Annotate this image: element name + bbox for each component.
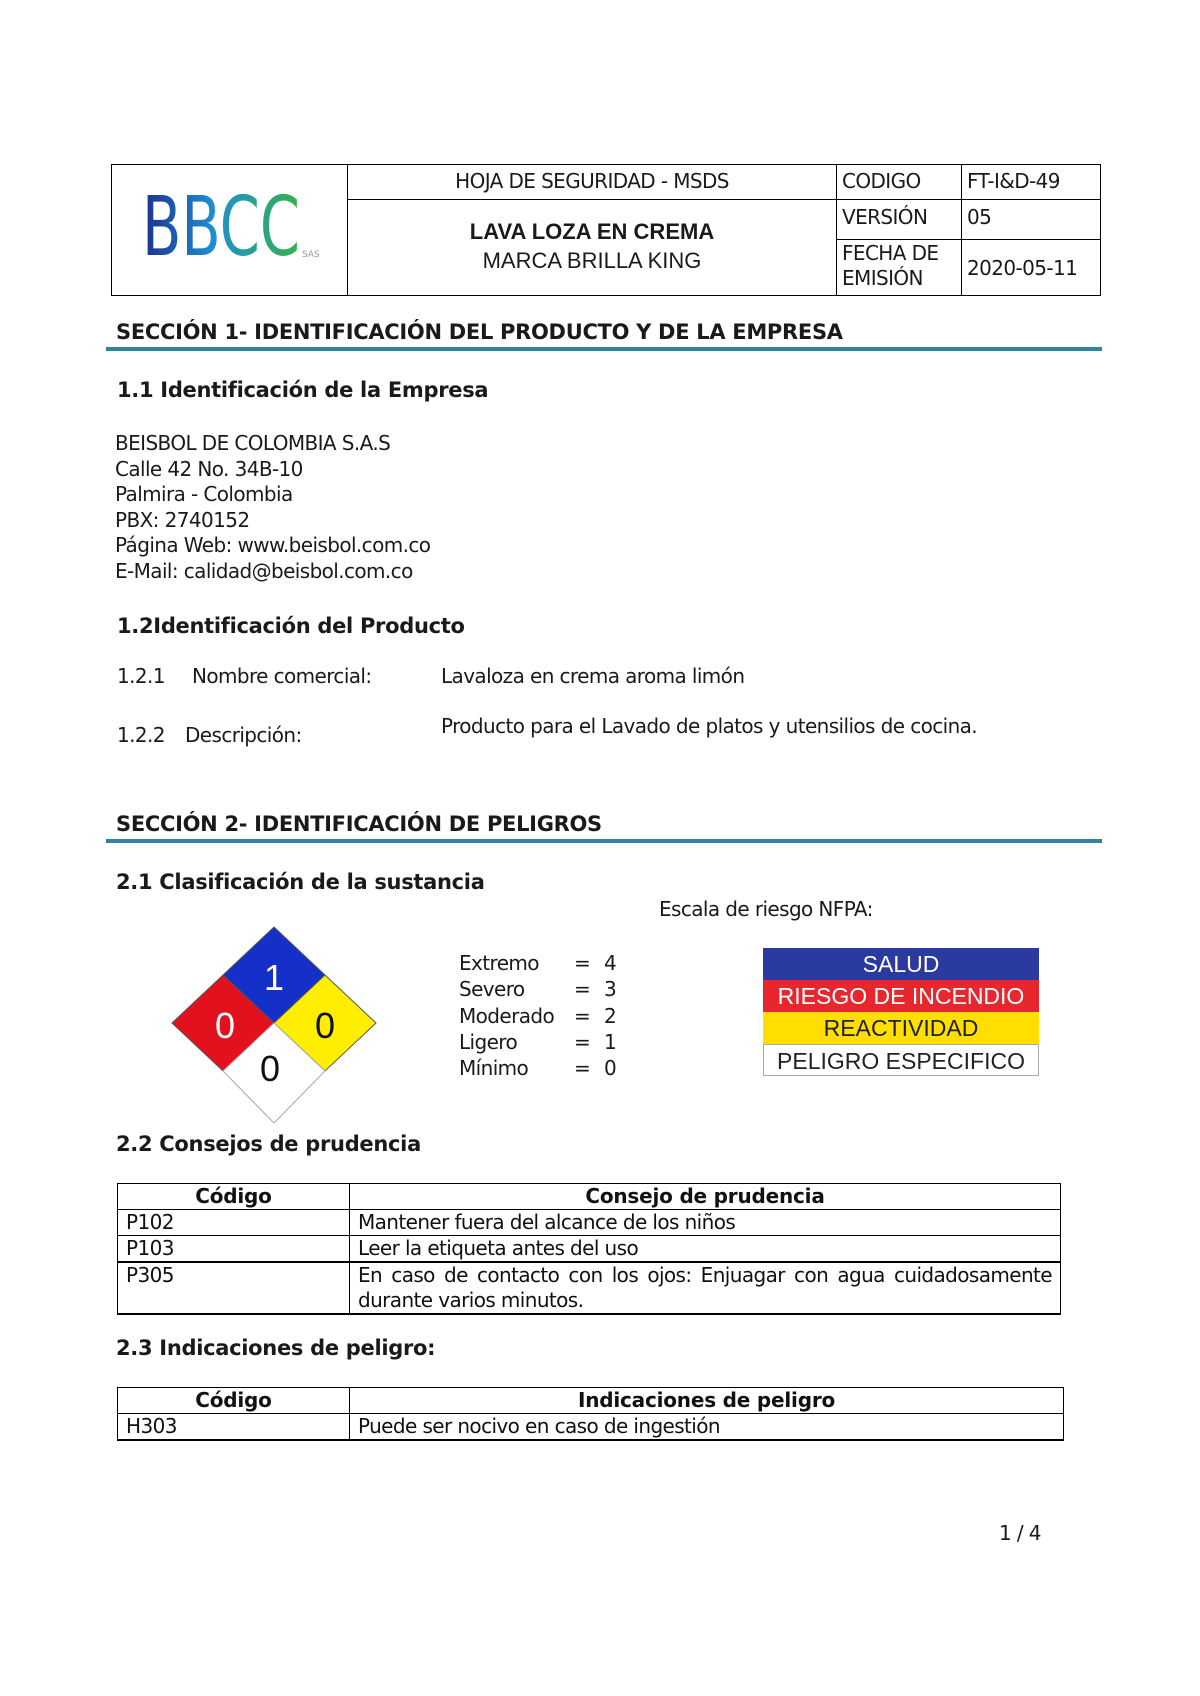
special-rating: 0 bbox=[259, 1048, 281, 1089]
table-row: H303 Puede ser nocivo en caso de ingestión bbox=[118, 1414, 1064, 1441]
company-address: Calle 42 No. 34B-10 bbox=[115, 456, 303, 481]
prudence-heading: 2.2 Consejos de prudencia bbox=[116, 1132, 421, 1156]
scale-row: Mínimo = 0 bbox=[459, 1056, 617, 1081]
company-info bbox=[115, 431, 430, 584]
version-label: VERSIÓN bbox=[842, 205, 928, 229]
nfpa-scale bbox=[459, 950, 616, 1081]
item-label-1: Nombre comercial: bbox=[192, 664, 372, 688]
document-type: HOJA DE SEGURIDAD - MSDS bbox=[455, 169, 729, 193]
table-row: P102 Mantener fuera del alcance de los niños bbox=[118, 1210, 1061, 1236]
legend-fire: RIESGO DE INCENDIO bbox=[763, 980, 1039, 1012]
company-name: BEISBOL DE COLOMBIA S.A.S bbox=[115, 431, 391, 455]
table-header-row bbox=[118, 1184, 1061, 1210]
svg-text:SAS: SAS bbox=[302, 250, 320, 260]
scale-row: Moderado = 2 bbox=[459, 1003, 617, 1028]
date-value: 2020-05-11 bbox=[967, 256, 1078, 280]
header-table bbox=[111, 164, 1101, 296]
company-logo bbox=[142, 187, 332, 273]
company-heading: 1.1 Identificación de la Empresa bbox=[117, 378, 489, 402]
bbcc-logo-icon bbox=[142, 187, 332, 273]
code-value: FT-I&D-49 bbox=[967, 169, 1060, 193]
legend-health: SALUD bbox=[763, 948, 1039, 980]
health-rating: 1 bbox=[263, 957, 285, 998]
item-value-1: Lavaloza en crema aroma limón bbox=[441, 664, 745, 688]
product-title-line2: MARCA BRILLA KING bbox=[482, 248, 702, 273]
section1-rule bbox=[106, 347, 1102, 351]
scale-row: Extremo = 4 bbox=[459, 951, 617, 975]
hazard-table bbox=[117, 1387, 1064, 1441]
nfpa-title: Escala de riesgo NFPA: bbox=[659, 897, 873, 921]
company-email: E-Mail: calidad@beisbol.com.co bbox=[115, 558, 413, 583]
legend-special: PELIGRO ESPECIFICO bbox=[763, 1044, 1039, 1076]
table-header-row bbox=[118, 1388, 1064, 1414]
column-header: Código bbox=[118, 1388, 350, 1414]
legend-reactivity: REACTIVIDAD bbox=[763, 1012, 1039, 1044]
table-row: P103 Leer la etiqueta antes del uso bbox=[118, 1236, 1061, 1263]
prudence-table bbox=[117, 1183, 1061, 1315]
product-heading: 1.2Identificación del Producto bbox=[117, 614, 465, 638]
reactivity-rating: 0 bbox=[314, 1005, 336, 1046]
section1-title: SECCIÓN 1- IDENTIFICACIÓN DEL PRODUCTO Y DE LA EMPRESA bbox=[116, 320, 843, 344]
logo-text: BBCC bbox=[142, 187, 300, 273]
date-label: FECHA DE EMISIÓN bbox=[842, 241, 939, 290]
code-label: CODIGO bbox=[842, 169, 921, 193]
version-value: 05 bbox=[967, 205, 992, 229]
company-website: Página Web: www.beisbol.com.co bbox=[115, 533, 431, 557]
section2-title: SECCIÓN 2- IDENTIFICACIÓN DE PELIGROS bbox=[116, 812, 602, 836]
item-label-2: Descripción: bbox=[185, 723, 302, 747]
scale-row: Severo = 3 bbox=[459, 977, 617, 1002]
section2-rule bbox=[106, 839, 1102, 843]
company-phone: PBX: 2740152 bbox=[115, 507, 250, 532]
hazard-heading: 2.3 Indicaciones de peligro: bbox=[116, 1336, 436, 1360]
item-num-2: 1.2.2 bbox=[117, 723, 165, 747]
item-value-2: Producto para el Lavado de platos y utensilios de cocina. bbox=[441, 714, 978, 738]
page-number: 1 / 4 bbox=[999, 1521, 1041, 1545]
product-title bbox=[347, 217, 837, 275]
company-city: Palmira - Colombia bbox=[115, 482, 293, 506]
product-title-line1: LAVA LOZA EN CREMA bbox=[469, 219, 715, 244]
fire-rating: 0 bbox=[214, 1005, 236, 1046]
classification-heading: 2.1 Clasificación de la sustancia bbox=[116, 870, 485, 894]
nfpa-diamond bbox=[168, 923, 378, 1129]
item-num-1: 1.2.1 bbox=[117, 664, 165, 688]
scale-row: Ligero = 1 bbox=[459, 1029, 617, 1054]
column-header: Código bbox=[118, 1184, 350, 1210]
table-row: P305 En caso de contacto con los ojos: Enjuagar con agua cuidadosamente durante varios minutos. bbox=[118, 1262, 1061, 1314]
column-header: Indicaciones de peligro bbox=[350, 1388, 1064, 1414]
column-header: Consejo de prudencia bbox=[350, 1184, 1061, 1210]
